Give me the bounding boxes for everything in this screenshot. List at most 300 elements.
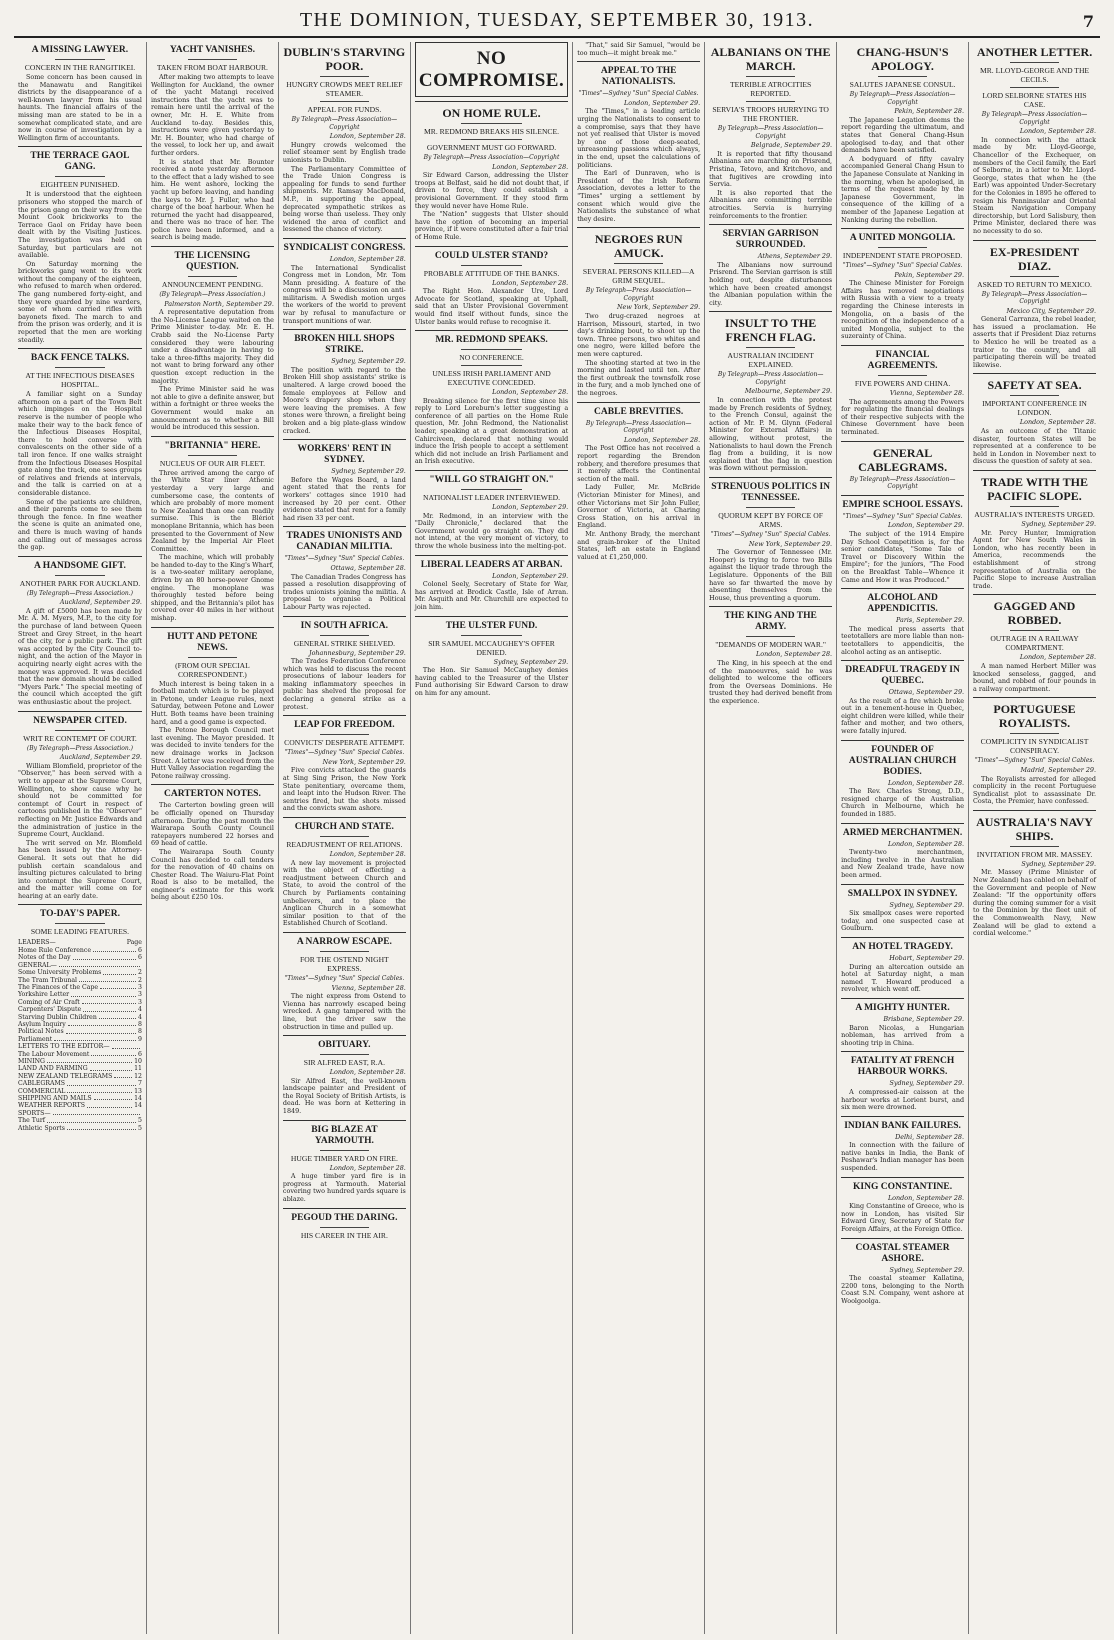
article-paragraph: Twenty-two merchantmen, including twelve in the Australian and New Zealand trade, have now been armed.: [841, 848, 965, 879]
headline-rule: [461, 489, 522, 490]
article-paragraph: The Japanese Legation deems the report regarding the ultimatum, and states that General Chang-Hsun apologised to-day, and that other demands have been satisfied.: [841, 115, 965, 155]
article: [283, 1125, 406, 1204]
article-divider: [841, 228, 964, 229]
headline-rule: [614, 263, 663, 264]
article-subheading: NUCLEUS OF OUR AIR FLEET.: [159, 458, 265, 468]
contents-item-page: 7: [138, 1080, 142, 1088]
article-paragraph: The Right Hon. Alexander Ure, Lord Advocate for Scotland, speaking at Uphall, said that an Ulster Provisional Government would find itself without funds, since the Ulster banks would refuse to recognise it.: [414, 287, 569, 326]
article-dateline: London, September 28.: [329, 132, 406, 141]
contents-leader: [90, 1065, 132, 1070]
article-dateline: London, September 28.: [329, 254, 406, 263]
article-subheading: UNLESS IRISH PARLIAMENT AND EXECUTIVE CONCEDED.: [432, 369, 551, 388]
article-paragraph: The coastal steamer Kallatina, 2200 tons, belonging to the North Coast S.N. Company, went ashore at Woolgoolga.: [841, 1274, 965, 1305]
article-paragraph: It is understood that the eighteen prisoners who stopped the march of the prison gang on their way from the Mount Cook brickworks to the Terrace Gaol on Friday have been dealt with by the Visiting Justices. The investigation was held on Saturday, but particulars are not available.: [18, 190, 142, 260]
contents-leader: [66, 1028, 136, 1033]
article-paragraph: Mr. Redmond, in an interview with the "Daily Chronicle," declared that the Government would go straight on. They did not intend, at the very moment of victory, to throw the whole business into the melting-pot.: [414, 511, 569, 550]
article-dateline: London, September 29.: [492, 503, 569, 512]
article: [415, 560, 568, 612]
contents-leader: [112, 1043, 140, 1048]
article: [709, 229, 832, 307]
article-subheading: COMPLICITY IN SYNDICALIST CONSPIRACY.: [980, 737, 1089, 756]
contents-leader: [47, 1117, 136, 1122]
article-dateline: London, September 28.: [1019, 127, 1096, 136]
article-paragraph: The Carterton bowling green will be officially opened on Thursday afternoon. During the past month the Wairarapa South County Council ratepayers numbered 22 horses and 69 head of cattle.: [150, 801, 274, 848]
article-paragraph: The Wairarapa South County Council has decided to call tenders for the renovation of 40 chains on Chester Road. The Waiuru-Flat Point Road is also to be metalled, the engineer's estimate for this work being about £250 10s.: [150, 847, 274, 902]
article: [18, 561, 142, 707]
contents-item-page: 2: [138, 976, 142, 984]
article: [841, 889, 964, 933]
article-divider: [18, 711, 142, 712]
article-headline: CHURCH AND STATE.: [294, 822, 394, 832]
article-headline: A UNITED MONGOLIA.: [849, 233, 956, 244]
article: [841, 500, 964, 584]
headline-rule: [1010, 87, 1059, 88]
article-headline: LEAP FOR FREEDOM.: [294, 720, 395, 731]
article: [577, 407, 700, 562]
article-byline: By Telegraph—Press Association—Copyright: [423, 154, 560, 161]
column-3: [278, 42, 410, 1634]
contents-item-label: Some University Problems: [18, 969, 102, 977]
article: [577, 232, 700, 397]
contents-item: [18, 991, 142, 998]
headline-rule: [461, 265, 522, 266]
article-subheading: PROBABLE ATTITUDE OF THE BANKS.: [423, 268, 560, 278]
article-headline: GENERAL CABLEGRAMS.: [858, 445, 948, 474]
article-paragraph: A huge timber yard fire is in progress at Yarmouth. Material covering two hundred yards square is ablaze.: [282, 1172, 406, 1204]
article-dateline: Belgrade, September 29.: [750, 141, 833, 150]
article-subheading: LORD SELBORNE STATES HIS CASE.: [982, 91, 1087, 109]
article-paragraph: A man named Herbert Miller was knocked senseless, gagged, and bound, and robbed of four pounds in a railway compartment.: [973, 661, 1096, 693]
column-1: [14, 42, 146, 1634]
contents-item: [18, 1088, 142, 1095]
headline-rule: [55, 575, 105, 576]
article-headline: OBITUARY.: [318, 1040, 371, 1051]
headline-rule: [55, 730, 105, 731]
article-headline: BROKEN HILL SHOPS STRIKE.: [294, 334, 395, 356]
headline-rule: [1010, 395, 1059, 396]
article-paragraph: A bodyguard of fifty cavalry accompanied General Chang Hsun to the Japanese Consulate at Nanking in the morning, when he apologised, in terms of the request made by the Japanese Government, in consequence of the killing of a member of the Japanese Legation at Nanking during the rebellion.: [841, 154, 965, 224]
headline-rule: [746, 636, 795, 637]
article: [973, 45, 1096, 236]
contents-leader: [71, 991, 136, 996]
contents-heading: LEADERS—: [18, 939, 56, 947]
article-dateline: London, September 28.: [492, 162, 569, 171]
article-subheading: "DEMANDS OF MODERN WAR.": [715, 640, 826, 650]
article-paragraph: King Constantine of Greece, who is now in London, has visited Sir Edward Grey, Secretary of State for Foreign Affairs, at the Foreign Office.: [841, 1202, 965, 1234]
contents-item-label: LAND AND FARMING: [18, 1065, 88, 1073]
article-headline: COULD ULSTER STAND?: [434, 250, 549, 261]
article-subheading: INVITATION FROM MR. MASSEY.: [976, 849, 1093, 859]
article-headline: THE ULSTER FUND.: [445, 620, 538, 631]
article-divider: [18, 904, 142, 905]
article-paragraph: A gift of £5000 has been made by Mr. A. M. Myers, M.P., to the city for the purchase of land between Queen Street and Grey Street, in the heart of the city, for a public park. The gift was accepted by the City Council to-night, and the action of the Mayor in acquiring nearly eight acres with the money was approved. It was decided that the new domain should be called "Myers Park." The special meeting of the council which accepted the gift was enthusiastic about the project.: [18, 606, 142, 706]
article-divider: [709, 606, 832, 607]
contents-item-label: COMMERCIAL: [18, 1087, 66, 1095]
headline-rule: [461, 123, 522, 124]
article-dateline: Athens, September 29.: [757, 252, 833, 261]
article: [283, 1040, 406, 1116]
article: [709, 45, 832, 220]
article-paragraph: Three arrived among the cargo of the White Star liner Athenic yesterday a very large and cumbersome case, the contents of which are probably of more moment to New Zealand than one can readily surmise. This is the Blériot monoplane Britannia, which has been presented to the Government of New Zealand by the Imperial Air Fleet Committee.: [150, 468, 274, 553]
contents-leader: [59, 962, 140, 967]
article-dateline: Ottawa, September 29.: [888, 688, 965, 697]
contents-leader: [73, 954, 136, 959]
article-headline: FOUNDER OF AUSTRALIAN CHURCH BODIES.: [848, 744, 957, 777]
article-headline: NEWSPAPER CITED.: [33, 715, 127, 726]
article-paragraph: Much interest is being taken in a football match which is to be played in Petone, under League rules, next Saturday, between Petone and Lower Hutt. Both teams have been training hard, and a good game is expected.: [150, 679, 274, 726]
article-paragraph: The Rev. Charles Strong, D.D., resigned charge of the Australian Church in Melbourne, which he founded in 1885.: [841, 787, 965, 819]
article-headline: SMALLPOX IN SYDNEY.: [847, 888, 958, 899]
article-paragraph: The Governor of Tennessee (Mr. Hooper) is trying to force two Bills against the liquor trade through the Legislature. Opponents of the Bill have so far thwarted the move by absenting themselves from the House, thus preventing a quorum.: [709, 548, 833, 602]
contents-item-label: MINING: [18, 1057, 45, 1065]
headline-rule: [1010, 846, 1059, 847]
article-divider: [283, 526, 406, 527]
article-divider: [577, 402, 700, 403]
article-divider: [841, 937, 964, 938]
contents-item: [18, 1073, 142, 1080]
article-byline: "Times"—Sydney "Sun" Special Cables.: [710, 531, 831, 538]
article-dateline: London, September 28.: [329, 1163, 406, 1172]
article-paragraph: The Earl of Dunraven, who is President of the Irish Reform Association, devotes a letter to the "Times" urging a settlement by consent which would give the Nationalists the substance of what they desire.: [577, 169, 701, 223]
article-paragraph: Mr. Percy Hunter, Immigration Agent for New South Wales in London, who has recently been in America, recommends the establishment of strong representation of Australia on the Pacific Slope to increase Australian trade.: [973, 528, 1096, 590]
column-2: [146, 42, 278, 1634]
article-divider: [973, 810, 1096, 811]
article-subheading: TAKEN FROM BOAT HARBOUR.: [156, 63, 268, 72]
article-divider: [415, 101, 568, 102]
article-paragraph: The Albanians now surround Prisrend. The Servian garrison is still holding out, despite disturbances which have been created amongst the Albanian population within the city.: [709, 260, 833, 307]
contents-item: [18, 1043, 142, 1050]
article-subheading: MR. LLOYD-GEORGE AND THE CECILS.: [979, 66, 1090, 84]
contents-leader: [99, 1014, 136, 1019]
article-byline: By Telegraph—Press Association—Copyright: [717, 125, 824, 140]
headline-rule: [1010, 62, 1059, 63]
contents-leader: [79, 977, 136, 982]
article-headline: AN HOTEL TRAGEDY.: [852, 941, 953, 952]
article-paragraph: The Chinese Minister for Foreign Affairs has removed negotiations with Russia with a view to a treaty regarding the Chinese interests in Mongolia, on a basis of the recognition of the independence of a united Mongolia, subject to the suzerainty of China.: [841, 279, 965, 341]
article-dateline: London, September 28.: [329, 850, 406, 858]
article-paragraph: Mr. Massey (Prime Minister of New Zealand) has cabled on behalf of the Government and people of New Zealand: "If the opportunity offers during the coming summer for a visit to the Dominion by the fleet unit of the Commonwealth Navy, New Zealand will be glad to extend a cordial welcome.": [973, 868, 1096, 938]
article: [18, 353, 142, 551]
article-headline: DUBLIN'S STARVING POOR.: [283, 45, 406, 73]
headline-rule: [320, 101, 369, 102]
headline-rule: [188, 59, 237, 60]
article-divider: [283, 329, 406, 330]
contents-item-label: The Tram Tribunal: [18, 976, 78, 984]
article-paragraph: The agreements among the Powers for regulating the financial dealings of their respective subjects with the Chinese Government have been terminated.: [841, 397, 965, 436]
contents-item: [18, 1110, 142, 1117]
article-paragraph: William Blomfield, proprietor of the "Observer," has been served with a writ to appear at the Supreme Court, Wellington, to show cause why he should not be committed for contempt of Court in respect of cartoons published in the "Observer" reflecting on Mr. Justice Edwards and the administration of justice in the Supreme Court, Auckland.: [18, 761, 142, 839]
contents-item-label: Parliament: [18, 1035, 53, 1043]
article-divider: [283, 616, 406, 617]
contents-item-label: Athletic Sports: [18, 1124, 65, 1132]
article-headline: EX-PRESIDENT DIAZ.: [989, 244, 1080, 273]
article-dateline: Delhi, September 28.: [895, 1132, 965, 1141]
article-subheading: SERVIA'S TROOPS HURRYING TO THE FRONTIER.: [712, 105, 829, 123]
contents-item-page: 14: [134, 1102, 142, 1110]
article-byline: "Times"—Sydney "Sun" Special Cables.: [842, 262, 963, 270]
article-paragraph: Sir Alfred East, the well-known landscape painter and President of the Royal Society of British Artists, is dead. He was born at Kettering in 1849.: [282, 1076, 406, 1116]
contents-item: [18, 1095, 142, 1102]
article-divider: [841, 884, 964, 885]
article-divider: [841, 823, 964, 824]
article-paragraph: The International Syndicalist Congress met in London, Mr. Tom Mann presiding. A feature of the congress will be a discussion on anti-militarism. A Swedish motion urges the workers of the world to prevent war by refusal to manufacture or transport munitions of war.: [282, 263, 406, 325]
article-headline: MR. REDMOND SPEAKS.: [435, 335, 548, 346]
headline-rule: [55, 367, 105, 368]
article: [18, 909, 142, 936]
contents-item: [18, 1014, 142, 1021]
article-subheading: EIGHTEEN PUNISHED.: [40, 180, 120, 190]
headline-rule: [320, 951, 369, 952]
article-byline: By Telegraph—Press Association—Copyright: [717, 371, 824, 386]
article-byline: By Telegraph—Press Association—Copyright: [849, 91, 956, 106]
article: [283, 45, 406, 234]
contents-page-label: Page: [126, 939, 142, 947]
contents-leader: [54, 1036, 136, 1041]
article-dateline: London, September 29.: [887, 521, 965, 530]
article-paragraph: The Post Office has not received a report regarding the Brendon robbery, and therefore presumes that it merely affects the Continental section of the mail.: [577, 444, 701, 483]
contents-item-label: CABLEGRAMS: [18, 1080, 66, 1088]
article-subheading: ASKED TO RETURN TO MEXICO.: [977, 279, 1092, 289]
article-dateline: Auckland, September 29.: [59, 598, 142, 607]
article-paragraph: Sir Edward Carson, addressing the Ulster troops at Belfast, said he did not doubt that, if driven to force, they could establish a provisional Government. If they stood firm they would never have Home Rule.: [414, 171, 569, 210]
article-headline: APPEAL TO THE NATIONALISTS.: [600, 66, 677, 88]
article-paragraph: The shooting started at two in the morning and lasted until ten. After the first outbreak the townsfolk rose in the fury, and a mob lynched one of the negroes.: [577, 358, 701, 397]
article-divider: [151, 627, 274, 628]
article-dateline: Auckland, September 29.: [59, 753, 142, 762]
article: [283, 822, 406, 928]
article: [283, 243, 406, 325]
article-subheading: FIVE POWERS AND CHINA.: [854, 379, 951, 389]
article-divider: [577, 61, 700, 62]
article-dateline: Madrid, September 29.: [1020, 765, 1096, 774]
article-headline: FATALITY AT FRENCH HARBOUR WORKS.: [850, 1056, 955, 1078]
article-divider: [18, 348, 142, 349]
headline-rule: [1010, 506, 1059, 507]
headline-rule: [55, 923, 105, 924]
article-subheading: SIR SAMUEL MCCAUGHEY'S OFFER DENIED.: [428, 638, 555, 657]
article-paragraph: Breaking silence for the first time since his reply to Lord Loreburn's letter suggesting a conference of all parties on the Home Rule question, Mr. John Redmond, the Nationalist leader, speaking at a great demonstration at Cahirciveen, declared that nothing would induce the Irish people to accept a settlement which did not include an Irish Parliament and an Irish executive.: [414, 396, 569, 466]
article-headline: THE TERRACE GAOL GANG.: [30, 151, 130, 173]
headline-rule: [320, 1227, 369, 1228]
article: [283, 444, 406, 522]
contents-item-page: 4: [138, 1013, 142, 1021]
article-paragraph: A new lay movement is projected with the object of effecting a readjustment between Church and State, to avoid the control of the Church by Parliaments containing unbelievers, and to place the Anglican Church in a somewhat similar position to that of the Established Church of Scotland.: [282, 858, 406, 928]
column-8: [968, 42, 1100, 1634]
article-paragraph: Lady Fuller, Mr. McBride (Victorian Minister for Mines), and other Victorians met Sir John Fuller, Governor of Victoria, at Charing Cross Station, on his arrival in England.: [577, 483, 701, 530]
article: [841, 1003, 964, 1047]
article: [151, 441, 274, 623]
article-paragraph: In connection with the failure of native banks in India, the Bank of Peshawar's Indian manager has been suspended.: [841, 1141, 965, 1173]
article-subheading: IMPORTANT CONFERENCE IN LONDON.: [982, 399, 1087, 418]
article-headline: WORKERS' RENT IN SYDNEY.: [297, 444, 392, 466]
article-divider: [841, 495, 964, 496]
article-divider: [18, 146, 142, 147]
article-headline: LIBERAL LEADERS AT ARBAN.: [420, 559, 563, 570]
headline-rule: [55, 176, 105, 177]
article-headline: A MISSING LAWYER.: [31, 45, 129, 55]
article-dateline: Sydney, September 29.: [331, 467, 406, 476]
article-paragraph: The medical press asserts that teetotallers are more liable than non-teetotallers to appendicitis, the alcohol acting as an antiseptic.: [841, 624, 965, 656]
article-divider: [283, 439, 406, 440]
article-byline: "Times"—Sydney "Sun" Special Cables.: [284, 555, 405, 563]
article-divider: [973, 470, 1096, 471]
article-paragraph: In connection with the attack made by Mr. Lloyd-George, Chancellor of the Exchequer, on members of the Cecil family, the Earl of Selborne, in a letter to Mr. Lloyd-George, states that when he (the Earl) was appointed Under-Secretary for the Colonies in 1895 he offered to resign his Penninsular and Oriental Steam Navigation Company directorship, but Lord Salisbury, then Prime Minister, declared there was no necessity to do so.: [973, 135, 1096, 235]
article-divider: [973, 697, 1096, 698]
article-dateline: Hobart, September 29.: [889, 953, 965, 962]
article-divider: [709, 311, 832, 312]
contents-leader: [93, 947, 136, 952]
article-headline: SERVIAN GARRISON SURROUNDED.: [722, 229, 819, 251]
headline-rule: [1010, 630, 1059, 631]
article-byline: By Telegraph—Press Association—Copyright: [981, 111, 1088, 126]
article-headline: CARTERTON NOTES.: [164, 789, 261, 800]
contents-item-label: Political Notes: [18, 1028, 64, 1036]
article-divider: [283, 1120, 406, 1121]
article-subheading: HUGE TIMBER YARD ON FIRE.: [290, 1153, 398, 1163]
article-paragraph: After making two attempts to leave Wellington for Auckland, the owner of the yacht Matangi received instructions that the yacht was to remain here until the arrival of the owner, Mr. H. E. White from Auckland to-day. Besides this, instructions were given yesterday to Mr. H. Bounter, who had charge of the vessel, to lock her up, and await further orders.: [150, 73, 274, 157]
article-divider: [841, 1051, 964, 1052]
article-headline: A MIGHTY HUNTER.: [855, 1002, 950, 1013]
article-dateline: London, September 28.: [492, 278, 569, 287]
contents-item: [18, 954, 142, 961]
article-divider: [841, 345, 964, 346]
article-dateline: Sydney, September 29.: [1021, 520, 1096, 528]
contents-item-page: 6: [138, 1050, 142, 1058]
headline-rule: [320, 635, 369, 636]
contents-item-page: 11: [134, 1065, 142, 1073]
article-subheading: HUNGRY CROWDS MEET RELIEF STEAMER.: [286, 80, 403, 98]
headline-rule: [461, 365, 522, 366]
article-headline: KING CONSTANTINE.: [853, 1181, 953, 1192]
article-headline: A HANDSOME GIFT.: [34, 560, 126, 571]
article-headline: DREADFUL TRAGEDY IN QUEBEC.: [845, 665, 960, 687]
article: [841, 1243, 964, 1306]
article-headline: SAFETY AT SEA.: [987, 378, 1082, 393]
headline-rule: [1010, 733, 1059, 734]
article-subheading: AT THE INFECTIOUS DISEASES HOSPITAL.: [25, 371, 135, 390]
contents-item-label: Starving Dublin Children: [18, 1013, 97, 1021]
article-headline: COASTAL STEAMER ASHORE.: [855, 1242, 950, 1264]
article-headline: NEGROES RUN AMUCK.: [594, 232, 683, 261]
article-headline: TRADE WITH THE PACIFIC SLOPE.: [981, 475, 1088, 503]
contents-item-label: Carpenters' Dispute: [18, 1006, 82, 1014]
article: [415, 621, 568, 698]
article: [415, 251, 568, 327]
article: [709, 316, 832, 473]
contents-item-page: 10: [134, 1057, 142, 1065]
article-byline: "Times"—Sydney "Sun" Special Cables.: [974, 757, 1095, 765]
column-6: [704, 42, 836, 1634]
article: [973, 245, 1096, 370]
column-5: [572, 42, 704, 1634]
headline-rule: [746, 507, 795, 508]
contents-item-label: Home Rule Conference: [18, 946, 91, 954]
contents-item: [18, 1036, 142, 1043]
article-byline: (By Telegraph—Press Association.): [26, 744, 134, 752]
contents-item: [18, 969, 142, 976]
article: [841, 350, 964, 437]
article: [841, 593, 964, 656]
article: [841, 1121, 964, 1173]
article: [709, 611, 832, 705]
headline-rule: [746, 101, 795, 102]
contents-item-label: Yorkshire Letter: [18, 991, 70, 999]
article-divider: [283, 932, 406, 933]
article-paragraph: Five convicts attacked the guards at Sing Sing Prison, the New York State penitentiary, overcame them, and leapt into the Hudson River. The sentries fired, but the shots missed and the convicts swam ashore.: [282, 766, 406, 813]
headline-rule: [878, 247, 927, 248]
contents-item-label: Coming of Air Craft: [18, 998, 80, 1006]
article: [577, 42, 700, 57]
article-dateline: Vienna, September 28.: [331, 983, 406, 992]
article: [709, 482, 832, 602]
article-paragraph: Before the Wages Board, a land agent stated that the rents for workers' cottages since 1910 had increased by 20 per cent. Other evidence stated that rent for a family had risen 33 per cent.: [282, 475, 406, 522]
contents-item-label: SPORTS—: [18, 1109, 51, 1117]
article: [151, 45, 274, 242]
article-paragraph: A familiar sight on a Sunday afternoon on a part of the Town Belt which impinges on the Hospital reserve is the number of people who make their way to the back fence of the Infectious Diseases Hospital, there to hold converse with convalescents on the other side of a tall iron fence. If one walks straight from the Infectious Diseases Hospital gate along the track, one sees groups of relatives and friends at intervals, and the talk is carried on at a considerable distance.: [18, 390, 142, 497]
article-paragraph: Mr. Anthony Brady, the merchant and grain-broker of the United States, left an estate in England valued at £1,250,000.: [577, 529, 701, 561]
contents-item-page: 4: [138, 1006, 142, 1014]
article-paragraph: It is also reported that the Albanians are committing terrible atrocities. Servia is hurrying reinforcements to the frontier.: [709, 188, 833, 220]
article: [973, 815, 1096, 938]
article: [841, 745, 964, 819]
contents-leader: [67, 1080, 136, 1085]
article-subheading: AUSTRALIA'S INTERESTS URGED.: [974, 510, 1095, 519]
article: [415, 106, 568, 242]
article-paragraph: The Hon. Sir Samuel McCaughey denies having cabled to the Treasurer of the Ulster Fund authorising Sir Edward Carson to draw on him for any amount.: [414, 666, 569, 697]
article: [841, 1056, 964, 1111]
article: [841, 665, 964, 736]
article-dateline: Paris, September 29.: [896, 616, 965, 625]
article-headline: PEGOUD THE DARING.: [291, 1212, 398, 1223]
headline-rule: [320, 1150, 369, 1151]
article-divider: [709, 477, 832, 478]
article-paragraph: Some of the patients are children, and their parents come to see them through the fence. In fine weather the scene is quite an animated one, and there is much waving of hands and calling out of messages across the gap.: [18, 497, 142, 552]
article-divider: [973, 373, 1096, 374]
headline-rule: [461, 349, 522, 350]
article-dateline: Sydney, September 29.: [889, 900, 965, 909]
contents-leader: [82, 999, 136, 1004]
article: [841, 828, 964, 880]
article-paragraph: The Petone Borough Council met last evening. The Mayor presided. It was decided to invite tenders for the new drainage works in Jackson Street. A letter was received from the Hutt Valley Association regarding the Petone railway crossing.: [150, 726, 274, 780]
article-dateline: Sydney, September 29.: [493, 657, 569, 666]
contents-item: [18, 1006, 142, 1013]
contents-leader: [94, 1095, 132, 1100]
article-headline: BACK FENCE TALKS.: [30, 353, 130, 364]
article-headline: CABLE BREVITIES.: [594, 406, 684, 417]
article-paragraph: The machine, which will probably be handed to-day to the King's Wharf, is a two-seater military aeroplane, driven by an 80 horse-power Gnome engine. The monoplane was thoroughly tested before being shipped, and the Britannia's pilot has covered over 40 miles in her without mishap.: [150, 553, 274, 623]
article-divider: [283, 817, 406, 818]
article: [415, 475, 568, 551]
article-headline: ALCOHOL AND APPENDICITIS.: [867, 593, 938, 615]
article-byline: By Telegraph—Press Association—Copyright: [585, 287, 692, 302]
contents-item: [18, 1080, 142, 1087]
contents-item: [18, 1125, 142, 1132]
article-divider: [841, 1177, 964, 1178]
article: [841, 1182, 964, 1234]
article-dateline: Pekin, September 29.: [894, 270, 965, 279]
article-divider: [283, 238, 406, 239]
headline-rule: [188, 657, 237, 658]
article-dateline: Melbourne, September 29.: [744, 387, 833, 396]
article-byline: By Telegraph—Press Association—Copyright: [981, 290, 1088, 306]
article-headline: ARMED MERCHANTMEN.: [842, 827, 963, 838]
article: [18, 45, 142, 142]
contents-item-page: 9: [138, 1035, 142, 1043]
article-subheading: SIR ALFRED EAST, R.A.: [303, 1058, 386, 1068]
article-divider: [415, 616, 568, 617]
article-paragraph: The "Nation" suggests that Ulster should have the option of becoming an imperial province, if it were constituted after a fair trial of Home Rule.: [414, 210, 569, 241]
headline-rule: [188, 276, 237, 277]
